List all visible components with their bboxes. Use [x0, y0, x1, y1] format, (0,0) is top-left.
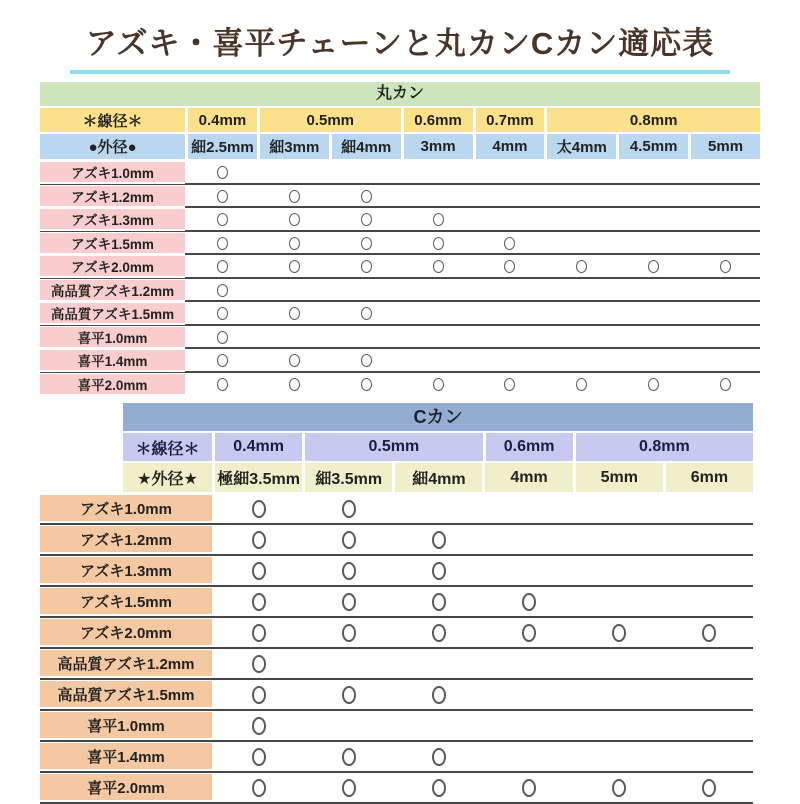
- compatibility-circle-mark: [342, 562, 356, 580]
- marukan-mark-cell: [691, 326, 760, 349]
- marukan-mark-cell: [260, 326, 329, 349]
- marukan-mark-cell: [188, 185, 257, 208]
- compatibility-circle-mark: [252, 531, 266, 549]
- ckan-mark-cell: [305, 711, 392, 740]
- ckan-mark-cell: [215, 649, 302, 678]
- marukan-mark-cell: [476, 373, 545, 397]
- marukan-mark-cell: [332, 255, 401, 278]
- marukan-wire-size-cell: 0.4mm: [188, 108, 257, 132]
- compatibility-circle-mark: [252, 500, 266, 518]
- marukan-mark-cell: [260, 279, 329, 302]
- marukan-chain-row: [40, 161, 760, 185]
- ckan-outer-size-cell: 5mm: [576, 463, 663, 492]
- compatibility-circle-mark: [289, 213, 300, 226]
- marukan-mark-cell: [619, 232, 688, 255]
- ckan-outer-size-cell: 細4mm: [395, 463, 482, 492]
- marukan-mark-cell: [404, 208, 473, 231]
- compatibility-circle-mark: [252, 748, 266, 766]
- compatibility-circle-mark: [612, 779, 626, 797]
- ckan-mark-cell: [305, 525, 392, 554]
- compatibility-circle-mark: [342, 624, 356, 642]
- compatibility-circle-mark: [522, 779, 536, 797]
- ckan-mark-cell: [395, 618, 482, 647]
- ckan-outer-diameter-row: [123, 463, 753, 492]
- compatibility-circle-mark: [433, 237, 444, 250]
- marukan-mark-cell: [404, 161, 473, 184]
- ckan-mark-cell: [666, 711, 753, 740]
- ckan-mark-cell: [395, 711, 482, 740]
- marukan-mark-cell: [619, 373, 688, 397]
- marukan-mark-cell: [404, 349, 473, 372]
- ckan-chain-row: [40, 742, 753, 773]
- marukan-mark-cell: [691, 302, 760, 325]
- marukan-mark-cell: [547, 255, 616, 278]
- compatibility-circle-mark: [289, 307, 300, 320]
- compatibility-circle-mark: [432, 779, 446, 797]
- marukan-mark-cell: [547, 161, 616, 184]
- compatibility-circle-mark: [702, 779, 716, 797]
- marukan-outer-size-cell: 4mm: [476, 134, 545, 159]
- compatibility-circle-mark: [612, 624, 626, 642]
- marukan-outer-size-cell: 5mm: [691, 134, 760, 159]
- ckan-mark-cell: [305, 556, 392, 585]
- marukan-mark-cell: [691, 373, 760, 397]
- marukan-mark-cell: [691, 185, 760, 208]
- marukan-mark-cell: [188, 232, 257, 255]
- compatibility-circle-mark: [217, 307, 228, 320]
- marukan-mark-cell: [404, 279, 473, 302]
- marukan-mark-cell: [332, 232, 401, 255]
- compatibility-circle-mark: [432, 624, 446, 642]
- marukan-mark-cell: [619, 326, 688, 349]
- ckan-mark-cell: [485, 773, 572, 802]
- marukan-mark-cell: [476, 349, 545, 372]
- compatibility-circle-mark: [289, 190, 300, 203]
- compatibility-circle-mark: [217, 354, 228, 367]
- marukan-mark-cell: [691, 349, 760, 372]
- compatibility-circle-mark: [361, 354, 372, 367]
- compatibility-circle-mark: [702, 624, 716, 642]
- marukan-mark-cell: [619, 161, 688, 184]
- ckan-wire-size-cell: 0.4mm: [215, 433, 302, 461]
- ckan-outer-row-label: ★外径★: [123, 463, 212, 492]
- marukan-chain-row: [40, 255, 760, 279]
- ckan-chain-row: [40, 773, 753, 804]
- marukan-chain-label: 高品質アズキ1.5mm: [40, 302, 185, 325]
- ckan-chain-label: アズキ1.5mm: [40, 587, 212, 616]
- marukan-mark-cell: [260, 185, 329, 208]
- ckan-mark-cell: [305, 494, 392, 523]
- marukan-chain-row: [40, 302, 760, 326]
- marukan-wire-size-cell: 0.6mm: [404, 108, 473, 132]
- ckan-mark-cell: [666, 525, 753, 554]
- marukan-mark-cell: [476, 208, 545, 231]
- compatibility-circle-mark: [289, 378, 300, 391]
- marukan-chain-label: アズキ1.3mm: [40, 208, 185, 231]
- compatibility-circle-mark: [504, 378, 515, 391]
- marukan-mark-cell: [404, 185, 473, 208]
- compatibility-circle-mark: [361, 307, 372, 320]
- marukan-table-title: 丸カン: [40, 82, 760, 106]
- compatibility-circle-mark: [217, 190, 228, 203]
- ckan-wire-diameter-row: [123, 433, 753, 461]
- ckan-mark-cell: [305, 680, 392, 709]
- ckan-mark-cell: [666, 649, 753, 678]
- ckan-mark-cell: [305, 742, 392, 771]
- marukan-mark-cell: [619, 279, 688, 302]
- ckan-chain-row: [40, 618, 753, 649]
- marukan-mark-cell: [547, 373, 616, 397]
- marukan-mark-cell: [547, 185, 616, 208]
- ckan-mark-cell: [215, 587, 302, 616]
- ckan-compatibility-table: [40, 403, 753, 804]
- compatibility-circle-mark: [361, 237, 372, 250]
- ckan-mark-cell: [666, 556, 753, 585]
- ckan-chain-label: アズキ1.3mm: [40, 556, 212, 585]
- ckan-outer-size-cell: 6mm: [666, 463, 753, 492]
- marukan-mark-cell: [619, 349, 688, 372]
- ckan-mark-cell: [395, 556, 482, 585]
- ckan-mark-cell: [666, 618, 753, 647]
- compatibility-circle-mark: [217, 166, 228, 179]
- ckan-chain-label: 喜平2.0mm: [40, 773, 212, 802]
- compatibility-circle-mark: [433, 378, 444, 391]
- compatibility-circle-mark: [432, 562, 446, 580]
- marukan-chain-label: アズキ1.2mm: [40, 185, 185, 208]
- ckan-table-title: Cカン: [123, 403, 753, 431]
- ckan-mark-cell: [215, 773, 302, 802]
- ckan-mark-cell: [666, 773, 753, 802]
- marukan-mark-cell: [547, 208, 616, 231]
- compatibility-circle-mark: [217, 331, 228, 344]
- ckan-chain-label: 高品質アズキ1.5mm: [40, 680, 212, 709]
- marukan-chain-row: [40, 208, 760, 232]
- marukan-mark-cell: [332, 185, 401, 208]
- ckan-mark-cell: [576, 587, 663, 616]
- ckan-chain-row: [40, 680, 753, 711]
- compatibility-circle-mark: [432, 748, 446, 766]
- ckan-mark-cell: [305, 649, 392, 678]
- marukan-chain-row: [40, 185, 760, 209]
- marukan-chain-row: [40, 349, 760, 373]
- ckan-mark-cell: [215, 742, 302, 771]
- ckan-mark-cell: [305, 587, 392, 616]
- marukan-mark-cell: [188, 373, 257, 397]
- marukan-mark-cell: [332, 208, 401, 231]
- ckan-mark-cell: [215, 680, 302, 709]
- page-header: [0, 12, 800, 74]
- marukan-mark-cell: [476, 185, 545, 208]
- ckan-mark-cell: [395, 525, 482, 554]
- compatibility-circle-mark: [342, 500, 356, 518]
- marukan-mark-cell: [260, 208, 329, 231]
- marukan-mark-cell: [691, 161, 760, 184]
- marukan-chain-label: 喜平2.0mm: [40, 373, 185, 397]
- marukan-outer-size-cell: 太4mm: [547, 134, 616, 159]
- marukan-outer-size-cell: 4.5mm: [619, 134, 688, 159]
- marukan-mark-cell: [332, 373, 401, 397]
- marukan-mark-cell: [404, 302, 473, 325]
- compatibility-circle-mark: [432, 686, 446, 704]
- marukan-mark-cell: [332, 161, 401, 184]
- ckan-mark-cell: [215, 711, 302, 740]
- marukan-mark-cell: [404, 255, 473, 278]
- ckan-mark-cell: [485, 618, 572, 647]
- ckan-mark-cell: [215, 525, 302, 554]
- ckan-wire-row-label: ＊線径＊: [123, 433, 212, 461]
- ckan-mark-cell: [305, 773, 392, 802]
- ckan-outer-size-cell: 4mm: [485, 463, 572, 492]
- marukan-outer-size-cell: 3mm: [404, 134, 473, 159]
- marukan-mark-cell: [691, 232, 760, 255]
- marukan-mark-cell: [260, 232, 329, 255]
- marukan-wire-size-cell: 0.7mm: [476, 108, 545, 132]
- ckan-wire-size-cell: 0.5mm: [305, 433, 482, 461]
- ckan-chain-label: アズキ2.0mm: [40, 618, 212, 647]
- marukan-mark-cell: [691, 208, 760, 231]
- compatibility-circle-mark: [432, 593, 446, 611]
- ckan-mark-cell: [576, 649, 663, 678]
- ckan-mark-cell: [576, 711, 663, 740]
- ckan-mark-cell: [485, 494, 572, 523]
- marukan-mark-cell: [619, 255, 688, 278]
- compatibility-circle-mark: [720, 260, 731, 273]
- marukan-mark-cell: [260, 161, 329, 184]
- ckan-chain-label: 喜平1.4mm: [40, 742, 212, 771]
- marukan-mark-cell: [404, 373, 473, 397]
- compatibility-circle-mark: [522, 593, 536, 611]
- ckan-mark-cell: [666, 680, 753, 709]
- marukan-mark-cell: [547, 349, 616, 372]
- compatibility-circle-mark: [252, 779, 266, 797]
- marukan-mark-cell: [188, 208, 257, 231]
- ckan-mark-cell: [485, 711, 572, 740]
- compatibility-circle-mark: [252, 717, 266, 735]
- ckan-mark-cell: [215, 556, 302, 585]
- compatibility-circle-mark: [289, 237, 300, 250]
- marukan-mark-cell: [404, 232, 473, 255]
- ckan-mark-cell: [666, 587, 753, 616]
- ckan-mark-cell: [666, 742, 753, 771]
- ckan-chain-row: [40, 556, 753, 587]
- compatibility-circle-mark: [648, 378, 659, 391]
- marukan-mark-cell: [260, 373, 329, 397]
- compatibility-circle-mark: [522, 624, 536, 642]
- compatibility-circle-mark: [289, 260, 300, 273]
- marukan-mark-cell: [188, 349, 257, 372]
- marukan-mark-cell: [188, 279, 257, 302]
- compatibility-circle-mark: [217, 237, 228, 250]
- marukan-mark-cell: [476, 255, 545, 278]
- compatibility-circle-mark: [433, 260, 444, 273]
- ckan-mark-cell: [576, 742, 663, 771]
- compatibility-circle-mark: [252, 686, 266, 704]
- marukan-chain-row: [40, 326, 760, 350]
- marukan-wire-size-cell: 0.5mm: [260, 108, 401, 132]
- compatibility-circle-mark: [433, 213, 444, 226]
- marukan-mark-cell: [619, 208, 688, 231]
- compatibility-circle-mark: [361, 213, 372, 226]
- marukan-chain-row: [40, 279, 760, 303]
- marukan-mark-cell: [332, 326, 401, 349]
- marukan-mark-cell: [476, 232, 545, 255]
- compatibility-circle-mark: [289, 354, 300, 367]
- marukan-mark-cell: [547, 279, 616, 302]
- marukan-mark-cell: [476, 279, 545, 302]
- ckan-mark-cell: [576, 618, 663, 647]
- ckan-mark-cell: [485, 649, 572, 678]
- ckan-mark-cell: [395, 649, 482, 678]
- ckan-mark-cell: [485, 680, 572, 709]
- marukan-chain-label: 高品質アズキ1.2mm: [40, 279, 185, 302]
- ckan-mark-cell: [485, 742, 572, 771]
- marukan-mark-cell: [260, 255, 329, 278]
- compatibility-circle-mark: [720, 378, 731, 391]
- compatibility-circle-mark: [432, 531, 446, 549]
- compatibility-circle-mark: [252, 593, 266, 611]
- ckan-chain-row: [40, 525, 753, 556]
- ckan-mark-cell: [395, 773, 482, 802]
- marukan-outer-row-label: ●外径●: [40, 134, 185, 159]
- ckan-mark-cell: [215, 618, 302, 647]
- ckan-table-body: [40, 494, 753, 804]
- ckan-mark-cell: [576, 494, 663, 523]
- compatibility-circle-mark: [342, 686, 356, 704]
- compatibility-circle-mark: [342, 748, 356, 766]
- ckan-chain-row: [40, 587, 753, 618]
- marukan-outer-size-cell: 細2.5mm: [188, 134, 257, 159]
- marukan-mark-cell: [691, 255, 760, 278]
- ckan-mark-cell: [666, 494, 753, 523]
- marukan-mark-cell: [547, 232, 616, 255]
- ckan-mark-cell: [215, 494, 302, 523]
- ckan-chain-row: [40, 649, 753, 680]
- ckan-chain-row: [40, 711, 753, 742]
- marukan-wire-size-cell: 0.8mm: [547, 108, 760, 132]
- marukan-mark-cell: [619, 302, 688, 325]
- ckan-mark-cell: [485, 525, 572, 554]
- compatibility-circle-mark: [361, 260, 372, 273]
- ckan-mark-cell: [305, 618, 392, 647]
- compatibility-circle-mark: [342, 779, 356, 797]
- marukan-chain-label: アズキ2.0mm: [40, 255, 185, 278]
- marukan-mark-cell: [476, 302, 545, 325]
- compatibility-circle-mark: [576, 378, 587, 391]
- marukan-wire-diameter-row: [40, 108, 760, 132]
- ckan-chain-label: 喜平1.0mm: [40, 711, 212, 740]
- page-title: アズキ・喜平チェーンと丸カンCカン適応表: [70, 12, 731, 74]
- ckan-mark-cell: [485, 587, 572, 616]
- ckan-chain-label: 高品質アズキ1.2mm: [40, 649, 212, 678]
- ckan-mark-cell: [576, 525, 663, 554]
- compatibility-circle-mark: [648, 260, 659, 273]
- marukan-mark-cell: [260, 302, 329, 325]
- marukan-compatibility-table: [40, 82, 760, 396]
- ckan-wire-size-cell: 0.8mm: [576, 433, 753, 461]
- compatibility-circle-mark: [576, 260, 587, 273]
- ckan-chain-label: アズキ1.0mm: [40, 494, 212, 523]
- compatibility-circle-mark: [252, 655, 266, 673]
- ckan-mark-cell: [395, 494, 482, 523]
- marukan-chain-row: [40, 373, 760, 397]
- compatibility-circle-mark: [361, 378, 372, 391]
- marukan-mark-cell: [547, 302, 616, 325]
- marukan-mark-cell: [547, 326, 616, 349]
- ckan-outer-size-cell: 細3.5mm: [305, 463, 392, 492]
- marukan-mark-cell: [188, 302, 257, 325]
- marukan-chain-label: 喜平1.4mm: [40, 349, 185, 372]
- ckan-wire-size-cell: 0.6mm: [486, 433, 573, 461]
- compatibility-circle-mark: [504, 237, 515, 250]
- marukan-mark-cell: [260, 349, 329, 372]
- ckan-mark-cell: [576, 773, 663, 802]
- compatibility-circle-mark: [361, 190, 372, 203]
- marukan-mark-cell: [188, 161, 257, 184]
- marukan-table-body: [40, 161, 760, 396]
- marukan-mark-cell: [188, 326, 257, 349]
- marukan-mark-cell: [691, 279, 760, 302]
- marukan-mark-cell: [476, 161, 545, 184]
- compatibility-circle-mark: [342, 593, 356, 611]
- marukan-mark-cell: [332, 302, 401, 325]
- compatibility-circle-mark: [252, 562, 266, 580]
- ckan-mark-cell: [395, 742, 482, 771]
- marukan-wire-row-label: ＊線径＊: [40, 108, 185, 132]
- compatibility-circle-mark: [217, 260, 228, 273]
- marukan-mark-cell: [332, 279, 401, 302]
- marukan-chain-label: 喜平1.0mm: [40, 326, 185, 349]
- marukan-chain-row: [40, 232, 760, 256]
- ckan-chain-row: [40, 494, 753, 525]
- compatibility-circle-mark: [252, 624, 266, 642]
- ckan-mark-cell: [395, 587, 482, 616]
- marukan-mark-cell: [476, 326, 545, 349]
- ckan-mark-cell: [576, 680, 663, 709]
- compatibility-circle-mark: [217, 213, 228, 226]
- compatibility-circle-mark: [504, 260, 515, 273]
- compatibility-circle-mark: [217, 284, 228, 297]
- marukan-chain-label: アズキ1.0mm: [40, 161, 185, 184]
- compatibility-circle-mark: [342, 531, 356, 549]
- marukan-outer-size-cell: 細4mm: [332, 134, 401, 159]
- marukan-outer-size-cell: 細3mm: [260, 134, 329, 159]
- marukan-chain-label: アズキ1.5mm: [40, 232, 185, 255]
- ckan-outer-size-cell: 極細3.5mm: [215, 463, 302, 492]
- ckan-mark-cell: [395, 680, 482, 709]
- ckan-chain-label: アズキ1.2mm: [40, 525, 212, 554]
- marukan-mark-cell: [332, 349, 401, 372]
- marukan-mark-cell: [404, 326, 473, 349]
- ckan-mark-cell: [576, 556, 663, 585]
- ckan-mark-cell: [485, 556, 572, 585]
- compatibility-circle-mark: [217, 378, 228, 391]
- marukan-outer-diameter-row: [40, 134, 760, 159]
- marukan-mark-cell: [619, 185, 688, 208]
- marukan-mark-cell: [188, 255, 257, 278]
